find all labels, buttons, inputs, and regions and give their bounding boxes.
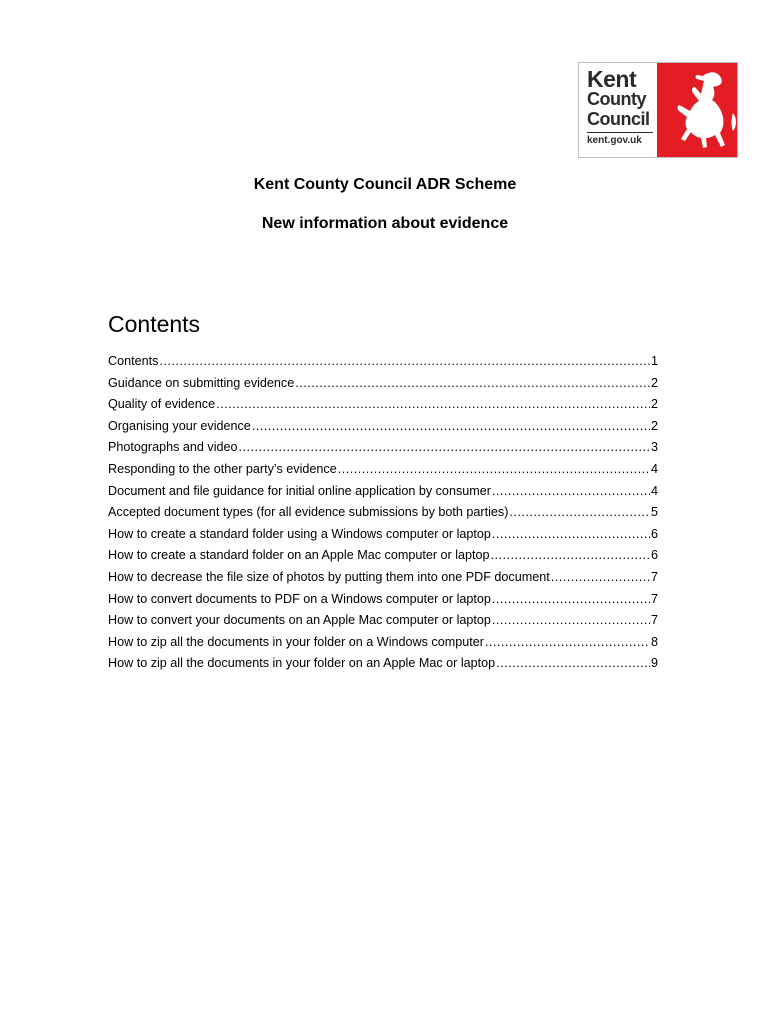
toc-entry[interactable] [108,397,658,419]
toc-entry-label: How to decrease the file size of photos by putting them into one PDF document [108,569,550,584]
logo-wordmark [579,63,657,157]
document-subtitle: New information about evidence [261,215,509,232]
toc-entry-label: How to zip all the documents in your folder on an Apple Mac or laptop [108,656,496,671]
toc-entry-page-number: 7 [650,569,658,584]
toc-entry-page-number: 6 [650,526,658,541]
toc-entry[interactable] [108,592,658,614]
logo-line-kent: Kent [587,66,637,92]
table-of-contents [108,354,658,678]
toc-entry-page-number: 2 [650,418,658,433]
toc-dot-leader [551,570,650,584]
toc-dot-leader [252,419,650,433]
toc-entry-label: How to create a standard folder on an Apple Mac computer or laptop [108,548,490,563]
toc-dot-leader [216,397,650,411]
logo-line-council: Council [587,109,650,129]
toc-entry[interactable] [108,635,658,657]
toc-dot-leader [491,548,650,562]
toc-entry-label: How to convert documents to PDF on a Windows computer or laptop [108,591,491,606]
toc-entry-page-number: 7 [650,591,658,606]
toc-entry-label: Accepted document types (for all evidence submissions by both parties) [108,505,509,520]
toc-dot-leader [492,613,650,627]
toc-entry[interactable] [108,505,658,527]
toc-dot-leader [492,484,650,498]
toc-entry-page-number: 7 [650,613,658,628]
toc-dot-leader [295,376,650,390]
toc-entry-page-number: 6 [650,548,658,563]
logo-line-county: County [587,89,646,109]
toc-dot-leader [338,462,650,476]
toc-entry-label: Document and file guidance for initial online application by consumer [108,483,491,498]
contents-heading: Contents [108,311,201,337]
toc-entry-page-number: 3 [650,440,658,455]
toc-dot-leader [492,527,650,541]
toc-entry-page-number: 4 [650,461,658,476]
toc-dot-leader [159,354,650,368]
toc-dot-leader [509,505,650,519]
toc-entry-page-number: 5 [650,505,658,520]
toc-entry[interactable] [108,613,658,635]
toc-entry-label: Photographs and video [108,440,238,455]
toc-entry-page-number: 8 [650,634,658,649]
logo-divider [587,132,653,133]
toc-entry-label: Contents [108,354,159,368]
toc-entry[interactable] [108,419,658,441]
white-horse-icon [657,63,737,157]
toc-entry-page-number: 2 [650,397,658,412]
toc-entry-label: Quality of evidence [108,397,216,412]
toc-entry-label: Organising your evidence [108,418,251,433]
toc-dot-leader [492,592,650,606]
toc-dot-leader [485,635,650,649]
kent-county-council-logo [578,62,738,158]
toc-entry[interactable] [108,656,658,678]
logo-url: kent.gov.uk [587,135,642,146]
toc-entry[interactable] [108,570,658,592]
toc-entry[interactable] [108,354,658,376]
toc-entry-page-number: 4 [650,483,658,498]
toc-entry-label: How to zip all the documents in your folder on a Windows computer [108,634,484,649]
toc-entry[interactable] [108,376,658,398]
toc-entry[interactable] [108,462,658,484]
toc-entry-label: How to convert your documents on an Apple Mac computer or laptop [108,613,491,628]
document-title: Kent County Council ADR Scheme [253,176,517,193]
toc-entry-page-number: 1 [650,354,658,368]
toc-entry-page-number: 2 [650,375,658,390]
logo-red-panel [657,63,737,157]
toc-entry[interactable] [108,548,658,570]
toc-entry-label: Responding to the other party’s evidence [108,461,337,476]
toc-entry-label: How to create a standard folder using a Windows computer or laptop [108,526,491,541]
toc-entry-page-number: 9 [650,656,658,671]
toc-entry[interactable] [108,484,658,506]
toc-dot-leader [496,656,650,670]
toc-entry-label: Guidance on submitting evidence [108,375,295,390]
toc-dot-leader [239,440,650,454]
toc-entry[interactable] [108,440,658,462]
toc-entry[interactable] [108,527,658,549]
